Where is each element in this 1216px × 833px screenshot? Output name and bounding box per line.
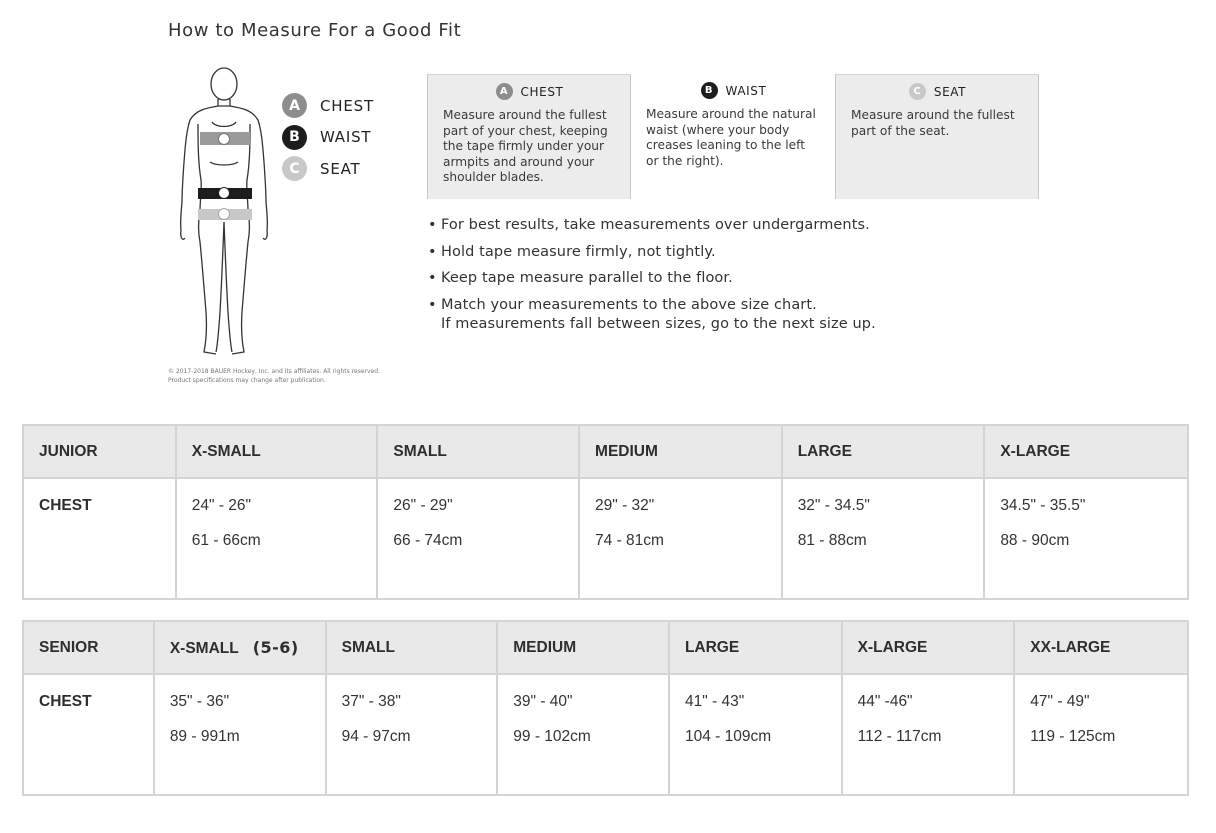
legend-item-seat [282, 153, 374, 185]
measurement-instructions [427, 74, 1039, 199]
legend-label: WAIST [320, 128, 372, 147]
seat-badge-icon: C [909, 83, 926, 100]
table-row [23, 478, 1188, 599]
row-label: CHEST [23, 674, 154, 795]
table-cell: 44" -46" 112 - 117cm [842, 674, 1015, 795]
size-header: MEDIUM [497, 621, 669, 674]
table-cell: 29" - 32" 74 - 81cm [579, 478, 782, 599]
seat-badge-icon: C [282, 156, 307, 181]
list-item: • Keep tape measure parallel to the floor. [428, 270, 733, 286]
table-cell: 26" - 29" 66 - 74cm [377, 478, 579, 599]
legend-label: CHEST [320, 96, 374, 115]
seat-instruction-box [835, 74, 1039, 199]
page-title: How to Measure For a Good Fit [168, 20, 462, 41]
size-header: X-LARGE [842, 621, 1015, 674]
table-header: SENIOR [23, 621, 154, 674]
table-cell: 32" - 34.5" 81 - 88cm [782, 478, 985, 599]
chest-instruction-box [427, 74, 631, 199]
waist-instruction-box [631, 74, 835, 199]
copyright-notice: © 2017-2018 BAUER Hockey, Inc. and its affiliates. All rights reserved. Product specifications may change after publication. [168, 368, 380, 384]
table-cell: 35" - 36" 89 - 991m [154, 674, 326, 795]
list-item: • Match your measurements to the above size chart. If measurements fall between sizes, go to the next size up. [428, 296, 876, 332]
body-figure-illustration [176, 62, 276, 362]
junior-size-table [22, 424, 1189, 600]
table-header-row [23, 425, 1188, 478]
table-cell: 41" - 43" 104 - 109cm [669, 674, 842, 795]
size-header: XX-LARGE [1014, 621, 1188, 674]
table-cell: 47" - 49" 119 - 125cm [1014, 674, 1188, 795]
row-label: CHEST [23, 478, 176, 599]
size-header: X-SMALL [176, 425, 378, 478]
table-cell: 39" - 40" 99 - 102cm [497, 674, 669, 795]
table-row [23, 674, 1188, 795]
list-item: • Hold tape measure firmly, not tightly. [428, 243, 716, 260]
measurement-tips [428, 216, 876, 341]
chest-badge-icon: A [282, 93, 307, 118]
box-text: Measure around the natural waist (where your body creases leaning to the left or the right). [646, 107, 816, 168]
legend-item-chest [282, 90, 374, 122]
senior-size-table [22, 620, 1189, 796]
box-text: Measure around the fullest part of the seat. [851, 108, 1015, 138]
table-cell: 24" - 26" 61 - 66cm [176, 478, 378, 599]
legend-label: SEAT [320, 159, 361, 178]
size-header: LARGE [782, 425, 985, 478]
size-header: SMALL [377, 425, 579, 478]
table-cell: 34.5" - 35.5" 88 - 90cm [984, 478, 1188, 599]
size-header: MEDIUM [579, 425, 782, 478]
table-cell: 37" - 38" 94 - 97cm [326, 674, 498, 795]
table-header-row [23, 621, 1188, 674]
box-heading: WAIST [725, 83, 767, 98]
measurement-legend [282, 90, 374, 185]
size-header: X-LARGE [984, 425, 1188, 478]
legend-item-waist [282, 122, 374, 154]
table-header: JUNIOR [23, 425, 176, 478]
box-text: Measure around the fullest part of your chest, keeping the tape firmly under your armpits and around your shoulder blades. [443, 108, 608, 184]
list-item: • For best results, take measurements over undergarments. [428, 217, 870, 233]
size-header: LARGE [669, 621, 842, 674]
waist-badge-icon: B [282, 125, 307, 150]
size-header: X-SMALL (5-6) [154, 621, 326, 674]
box-heading: CHEST [520, 84, 564, 99]
size-header: SMALL [326, 621, 498, 674]
size-note: (5-6) [252, 637, 299, 657]
chest-badge-icon: A [496, 83, 513, 100]
box-heading: SEAT [933, 84, 967, 99]
waist-badge-icon: B [701, 82, 718, 99]
